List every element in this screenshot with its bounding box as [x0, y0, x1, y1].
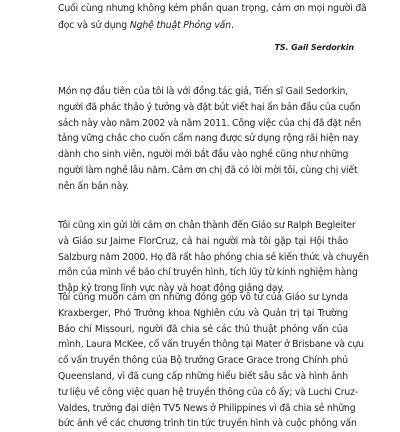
paragraph-line: người đã phác thảo ý tưởng và đặt bút viết hai ấn bản đầu của cuốn [58, 101, 361, 113]
paragraph-line: nên ấn bản này. [58, 180, 129, 192]
paragraph-line: tư liệu về công việc quan hệ truyền thông của cô ấy; và Luchi Cruz- [58, 386, 359, 398]
paragraph-3 [58, 290, 364, 432]
paragraph-line: Tôi cũng xin gửi lời cảm ơn chân thành đến Giáo sư Ralph Begleiter [58, 220, 356, 231]
paragraph-2 [58, 218, 369, 297]
book-title: Nghệ thuật Phỏng vấn [129, 19, 231, 31]
paragraph-line: Báo chí Missouri, người đã chia sẻ các thủ thuật phỏng vấn của [58, 323, 348, 335]
paragraph-line: Kraxberger, Phó Trưởng khoa Nghiên cứu và Quản trị tại Trường [58, 307, 348, 319]
intro-line: Cuối cùng nhưng không kém phần quan trọng, cảm ơn mọi người đã [58, 3, 367, 14]
paragraph-line: và Giáo sư Jaime FlorCruz, cả hai người mà tôi gặp tại Hội thảo [58, 235, 348, 247]
paragraph-line: tảng vững chắc cho cuốn cẩm nang được sử dụng rộng rãi hiện nay [58, 133, 359, 145]
paragraph-line: Salzburg năm 2000. Họ đã rất hào phóng chia sẻ kiến thức và chuyên [58, 251, 369, 263]
intro-paragraph [58, 1, 367, 34]
paragraph-line: môn của mình về báo chí truyền hình, tích lũy từ kinh nghiệm hàng [58, 267, 358, 279]
paragraph-line: người làm nghề lâu năm. Cảm ơn chị đã có lời mời tôi, cùng chị viết [58, 164, 358, 176]
paragraph-line: Tôi cũng muốn cảm ơn những đóng góp vô tư của Giáo sư Lynda [58, 292, 348, 303]
signature: TS. Gail Serdorkin [274, 43, 354, 52]
paragraph-line: sách này vào năm 2002 và năm 2011. Công việc của chị đã đặt nền [58, 117, 362, 129]
paragraph-line: dành cho sinh viên, người mới bắt đầu vào nghề cũng như những [58, 149, 349, 161]
intro-line-prefix: đọc và sử dụng [58, 19, 130, 31]
paragraph-line: Queensland, vì đã cung cấp những hiểu biết sâu sắc và hình ảnh [58, 370, 348, 382]
paragraph-line: cố vấn truyền thông của Bộ trưởng Grace Grace trong Chính phủ [58, 355, 348, 367]
paragraph-line: thập kỷ trong lĩnh vực này và hoạt động giảng dạy. [58, 283, 285, 295]
intro-line-suffix: . [230, 19, 234, 31]
paragraph-line: Món nợ đầu tiên của tôi là với đồng tác giả, Tiến sĩ Gail Sedorkin, [58, 86, 348, 97]
paragraph-line: mình, Laura McKee, cố vấn truyền thông tại Mater ở Brisbane và cựu [58, 339, 364, 351]
paragraph-line: bức ảnh về các chương trình tin tức truyền hình và cuộc phỏng vấn [58, 418, 357, 430]
paragraph-1 [58, 84, 362, 195]
paragraph-line: Valdes, trưởng đại diện TV5 News ở Philippines vì đã chia sẻ những [58, 402, 356, 414]
